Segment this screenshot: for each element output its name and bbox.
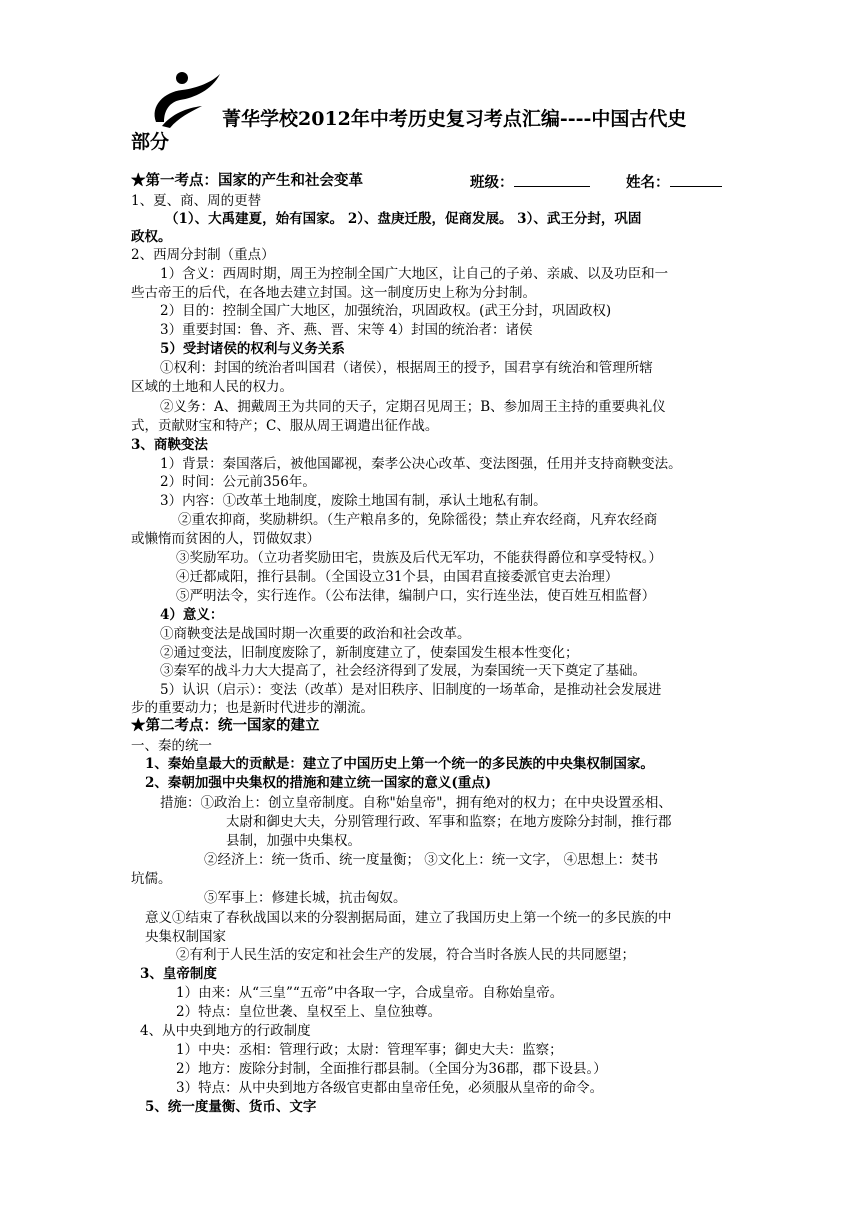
line-16: 2）时间：公元前356年。 xyxy=(160,474,316,490)
line-06: 些古帝王的后代，在各地去建立封国。这一制度历史上称为分封制。 xyxy=(131,285,536,301)
line-48: 3）特点：从中央到地方各级官吏都由皇帝任免，必须服从皇帝的命令。 xyxy=(176,1080,604,1096)
line-33: 措施：①政治上：创立皇帝制度。自称"始皇帝"，拥有绝对的权力；在中央设置丞相、 xyxy=(160,795,672,811)
line-19: 或懒惰而贫困的人，罚做奴隶） xyxy=(131,531,320,547)
line-35: 县制，加强中央集权。 xyxy=(226,833,361,849)
line-10: ①权利：封国的统治者叫国君（诸侯），根据周王的授予，国君享有统治和管理所辖 xyxy=(160,360,653,376)
line-31: 1、秦始皇最大的贡献是：建立了中国历史上第一个统一的多民族的中央集权制国家。 xyxy=(145,756,654,772)
line-23: 4）意义： xyxy=(160,607,224,623)
line-20: ③奖励军功。（立功者奖励田宅，贵族及后代无军功，不能获得爵位和享受特权。） xyxy=(176,550,662,566)
line-15: 1）背景：秦国落后，被他国鄙视，秦孝公决心改革、变法图强，任用并支持商鞅变法。 xyxy=(160,456,682,472)
section2-heading: ★第二考点：统一国家的建立 xyxy=(131,717,320,734)
line-40: 央集权制国家 xyxy=(145,929,226,945)
line-26: ③秦军的战斗力大大提高了，社会经济得到了发展，为秦国统一天下奠定了基础。 xyxy=(160,663,646,679)
line-05: 1）含义：西周时期，周王为控制全国广大地区，让自己的子弟、亲戚、以及功臣和一 xyxy=(160,266,669,282)
class-label: 班级： xyxy=(470,174,514,191)
line-02: （1）、大禹建夏，始有国家。 2）、盘庚迁殷，促商发展。 3）、武王分封，巩固 xyxy=(165,211,642,227)
line-01: 1、夏、商、周的更替 xyxy=(131,193,262,209)
line-03: 政权。 xyxy=(131,229,172,245)
line-24: ①商鞅变法是战国时期一次重要的政治和社会改革。 xyxy=(160,626,471,642)
line-13: 式，贡献财宝和特产；C、服从周王调遣出征作战。 xyxy=(131,418,439,434)
line-25: ②通过变法，旧制度废除了，新制度建立了，使秦国发生根本性变化； xyxy=(160,645,579,661)
line-43: 1）由来：从“三皇”“五帝”中各取一字，合成皇帝。自称始皇帝。 xyxy=(176,985,564,1001)
line-28: 步的重要动力；也是新时代进步的潮流。 xyxy=(131,700,374,716)
line-14: 3、商鞅变法 xyxy=(131,437,208,453)
line-27: 5）认识（启示）：变法（改革）是对旧秩序、旧制度的一场革命，是推动社会发展进 xyxy=(160,682,662,698)
line-21: ④迁都咸阳，推行县制。（全国设立31个县，由国君直接委派官吏去治理） xyxy=(176,569,619,585)
section1-heading: ★第一考点：国家的产生和社会变革 xyxy=(131,172,363,189)
line-38: ⑤军事上：修建长城，抗击匈奴。 xyxy=(204,890,407,906)
line-36: ②经济上：统一货币、统一度量衡； ③文化上：统一文字， ④思想上：焚书 xyxy=(204,852,659,868)
name-blank[interactable] xyxy=(670,172,722,187)
line-11: 区域的土地和人民的权力。 xyxy=(131,379,293,395)
line-17: 3）内容：①改革土地制度，废除土地国有制，承认土地私有制。 xyxy=(160,493,547,509)
line-44: 2）特点：皇位世袭、皇权至上、皇位独尊。 xyxy=(176,1004,442,1020)
line-39: 意义①结束了春秋战国以来的分裂割据局面，建立了我国历史上第一个统一的多民族的中 xyxy=(145,910,672,926)
line-34: 太尉和御史大夫，分别管理行政、军事和监察；在地方废除分封制，推行郡 xyxy=(226,814,672,830)
line-32: 2、秦朝加强中央集权的措施和建立统一国家的意义(重点) xyxy=(145,775,492,791)
line-30: 一、秦的统一 xyxy=(131,738,212,754)
page-title-line1: 菁华学校2012年中考历史复习考点汇编----中国古代史 xyxy=(222,108,687,130)
line-37: 坑儒。 xyxy=(131,871,172,887)
name-field xyxy=(626,172,722,192)
line-18: ②重农抑商，奖励耕织。（生产粮帛多的，免除徭役；禁止弃农经商，凡弃农经商 xyxy=(178,512,658,528)
class-blank[interactable] xyxy=(514,172,590,187)
line-22: ⑤严明法令，实行连作。（公布法律，编制户口，实行连坐法，使百姓互相监督） xyxy=(176,588,656,604)
line-12: ②义务：A、拥戴周王为共同的天子，定期召见周王；B、参加周王主持的重要典礼仪 xyxy=(160,399,666,415)
line-42: 3、皇帝制度 xyxy=(140,966,217,982)
line-07: 2）目的：控制全国广大地区，加强统治，巩固政权。(武王分封，巩固政权) xyxy=(160,303,612,319)
page-title-line2: 部分 xyxy=(131,131,170,153)
name-label: 姓名： xyxy=(626,174,670,191)
line-09: 5）受封诸侯的权利与义务关系 xyxy=(160,341,345,357)
line-46: 1）中央：丞相：管理行政；太尉：管理军事；御史大夫：监察； xyxy=(176,1042,563,1058)
line-08: 3）重要封国：鲁、齐、燕、晋、宋等 4）封国的统治者：诸侯 xyxy=(160,322,533,338)
line-47: 2）地方：废除分封制，全面推行郡县制。（全国分为36郡，郡下设县。） xyxy=(176,1061,607,1077)
class-field xyxy=(470,172,590,192)
line-04: 2、西周分封制（重点） xyxy=(131,247,275,263)
line-49: 5、统一度量衡、货币、文字 xyxy=(145,1099,317,1115)
school-logo xyxy=(142,70,222,130)
line-41: ②有利于人民生活的安定和社会生产的发展，符合当时各族人民的共同愿望； xyxy=(176,947,635,963)
line-45: 4、从中央到地方的行政制度 xyxy=(140,1023,311,1039)
